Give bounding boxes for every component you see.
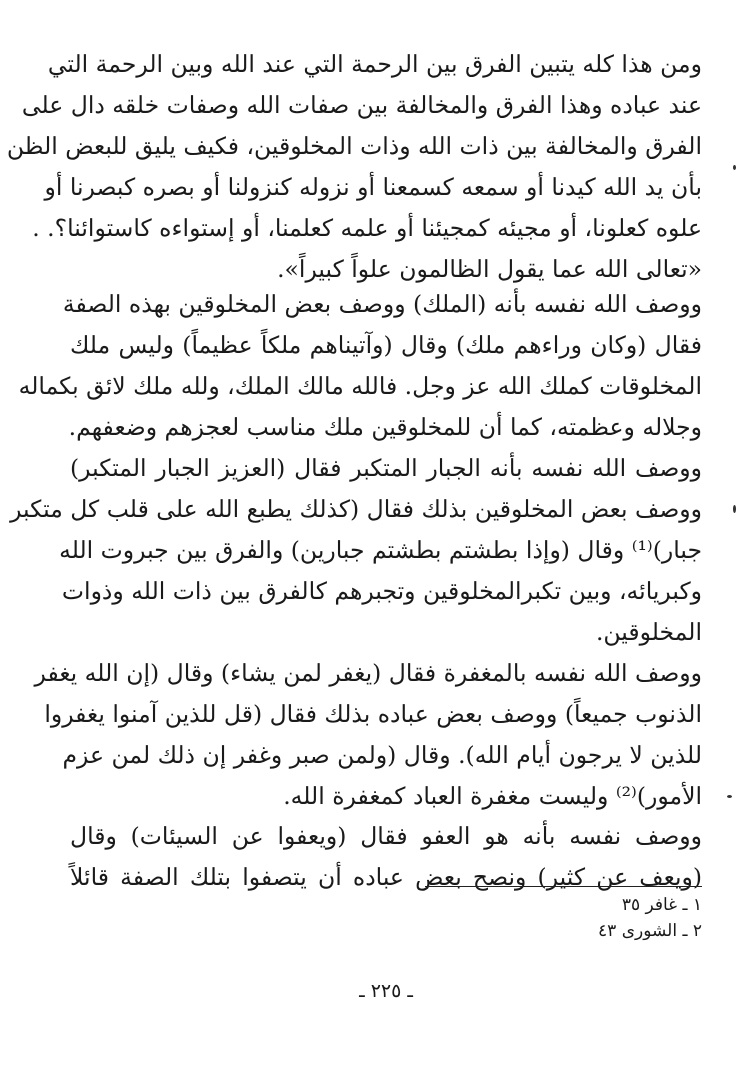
text-line: المخلوقين. bbox=[595, 618, 702, 646]
text-line: ووصف الله نفسه بأنه الجبار المتكبر فقال (العزيز الجبار المتكبر) bbox=[70, 454, 702, 482]
text-line: للذين لا يرجون أيام الله). وقال (ولمن صبر وغفر إن ذلك لمن عزم bbox=[62, 741, 702, 769]
text-line: المخلوقات كملك الله عز وجل. فالله مالك الملك، ولله ملك لائق بكماله bbox=[18, 372, 702, 400]
text-line: الفرق والمخالفة بين ذات الله وذات المخلوقين، فكيف يليق للبعض الظن bbox=[6, 132, 702, 160]
text-line: الذنوب جميعاً) ووصف بعض عباده بذلك فقال (قل للذين آمنوا يغفروا bbox=[44, 700, 702, 728]
paragraph-compeller bbox=[10, 448, 702, 653]
text-line: ومن هذا كله يتبين الفرق بين الرحمة التي عند الله وبين الرحمة التي bbox=[47, 50, 702, 78]
footnote-1: ١ ـ غافر ٣٥ bbox=[621, 895, 702, 915]
book-page bbox=[6, 40, 720, 1040]
page-number: ـ ٢٢٥ ـ bbox=[359, 980, 413, 1002]
text-line: بأن يد الله كيدنا أو سمعه كسمعنا أو نزوله كنزولنا أو بصره كبصرنا أو bbox=[44, 173, 702, 201]
footnote-divider bbox=[425, 886, 702, 887]
text-line: وكبريائه، وبين تكبرالمخلوقين وتجبرهم كالفرق بين ذات الله وذوات bbox=[61, 577, 702, 605]
footnotes bbox=[425, 892, 702, 944]
text-line: عند عباده وهذا الفرق والمخالفة بين صفات الله وصفات خلقه دال على bbox=[21, 91, 702, 119]
text-line: (ويعف عن كثير) ونصح بعض عباده أن يتصفوا بتلك الصفة قائلاً bbox=[70, 863, 702, 891]
text-line: ووصف الله نفسه بأنه (الملك) ووصف بعض المخلوقين بهذه الصفة bbox=[62, 290, 702, 318]
text-line: ووصف الله نفسه بالمغفرة فقال (يغفر لمن يشاء) وقال (إن الله يغفر bbox=[34, 659, 702, 687]
text-line: ووصف نفسه بأنه هو العفو فقال (ويعفوا عن السيئات) وقال bbox=[70, 822, 702, 850]
scan-speck bbox=[727, 795, 732, 798]
paragraph-forgiveness bbox=[34, 653, 702, 817]
text-line: وجلاله وعظمته، كما أن للمخلوقين ملك مناسب لعجزهم وضعفهم. bbox=[68, 413, 702, 441]
text-line: «تعالى الله عما يقول الظالمون علواً كبيراً». bbox=[277, 255, 702, 283]
footnote-2: ٢ ـ الشورى ٤٣ bbox=[598, 921, 702, 941]
paragraph-mercy-difference bbox=[6, 44, 702, 290]
text-line: الأمور)⁽²⁾ وليست مغفرة العباد كمغفرة الله. bbox=[283, 782, 702, 810]
text-line: ووصف بعض المخلوقين بذلك فقال (كذلك يطبع الله على قلب كل متكبر bbox=[10, 495, 702, 523]
paragraph-king bbox=[18, 284, 702, 448]
text-line: علوه كعلونا، أو مجيئه كمجيئنا أو علمه كعلمنا، أو إستواءه كاستوائنا؟. . bbox=[32, 214, 702, 242]
text-line: جبار)⁽¹⁾ وقال (وإذا بطشتم بطشتم جبارين) والفرق بين جبروت الله bbox=[59, 536, 702, 564]
text-line: فقال (وكان وراءهم ملك) وقال (وآتيناهم ملكاً عظيماً) وليس ملك bbox=[70, 331, 702, 359]
